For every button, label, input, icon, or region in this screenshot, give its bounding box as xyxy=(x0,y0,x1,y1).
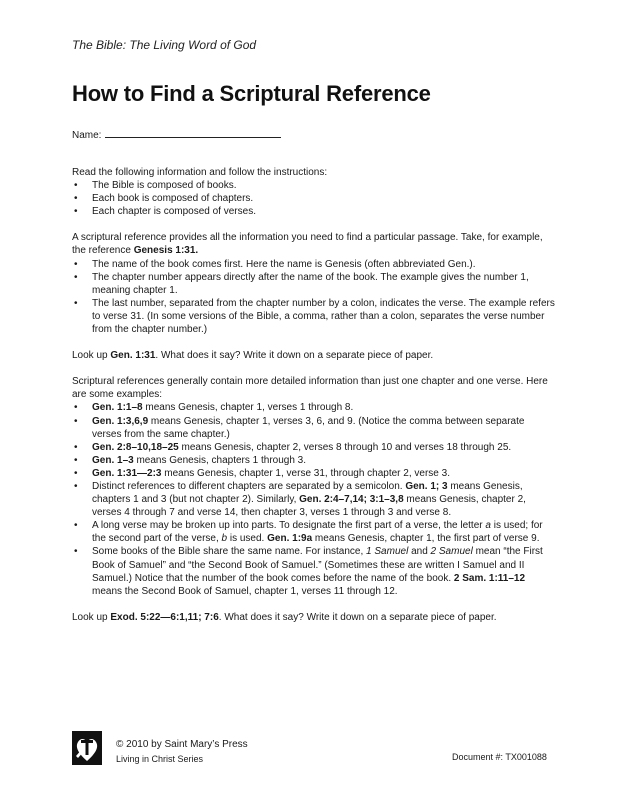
page-title: How to Find a Scriptural Reference xyxy=(72,81,431,106)
list-item: • The name of the book comes first. Here the name is Genesis (often abbreviated Gen.). xyxy=(72,258,556,271)
lookup-reference-1: Gen. 1:31 xyxy=(110,350,156,362)
list-item: • Distinct references to different chapters are separated by a semicolon. Gen. 1; 3 means Genesis, chapters 1 and 3 (but not chapter 2). Similarly, Gen. 2:4–7,14; 3:1–3,8 means Genesis, chapter 2, verses 4 through 7 and verse 14, then chapter 3, verses 1 through 3 and verse 8. xyxy=(72,480,556,519)
name-label: Name: xyxy=(72,130,102,141)
instructions-text: Read the following information and follow the instructions: xyxy=(72,167,328,178)
list-item: • Each book is composed of chapters. xyxy=(72,192,556,205)
list-item: • Gen. 1:3,6,9 means Genesis, chapter 1, verses 3, 6, and 9. (Notice the comma between separate verses from the same chapter.) xyxy=(72,415,556,441)
list-item: • Gen. 1:1–8 means Genesis, chapter 1, verses 1 through 8. xyxy=(72,401,556,414)
lookup-instruction-1: Look up Gen. 1:31. What does it say? Write it down on a separate piece of paper. xyxy=(72,350,434,362)
list-item: • Gen. 1–3 means Genesis, chapters 1 through 3. xyxy=(72,454,556,467)
example-reference: Genesis 1:31. xyxy=(133,245,199,257)
list-item: • Each chapter is composed of verses. xyxy=(72,205,556,218)
reference-list xyxy=(72,258,556,337)
list-item: • The last number, separated from the chapter number by a colon, indicates the verse. The example refers to verse 31. (In some versions of the Bible, a comma, rather than a colon, separates the verse number from the chapter number.) xyxy=(72,297,556,336)
list-item: • Gen. 2:8–10,18–25 means Genesis, chapter 2, verses 8 through 10 and verses 18 through 25. xyxy=(72,441,556,454)
list-item: • The Bible is composed of books. xyxy=(72,179,556,192)
list-item: • The chapter number appears directly after the name of the book. The example gives the number 1, meaning chapter 1. xyxy=(72,271,556,297)
name-blank-line[interactable] xyxy=(105,127,281,138)
list-item: • Some books of the Bible share the same name. For instance, 1 Samuel and 2 Samuel mean “the First Book of Samuel” and “the Second Book of Samuel.” (Sometimes these are written I Samuel and II Samuel.) Notice that the number of the book comes before the name of the book. 2 Sam. 1:11–12 means the Second Book of Samuel, chapter 1, verses 11 through 12. xyxy=(72,545,556,597)
examples-intro: Scriptural references generally contain more detailed information than just one chapter and one verse. Here are some examples: xyxy=(72,376,548,401)
footer-credits xyxy=(116,738,248,766)
document-number: Document #: TX001088 xyxy=(452,752,547,762)
publisher-logo-icon xyxy=(72,731,102,765)
lookup-reference-2: Exod. 5:22—6:1,11; 7:6 xyxy=(110,611,219,623)
name-field xyxy=(72,127,281,141)
copyright-text: © 2010 by Saint Mary’s Press xyxy=(116,739,248,750)
list-item: • A long verse may be broken up into parts. To designate the first part of a verse, the letter a is used; for the second part of the verse, b is used. Gen. 1:9a means Genesis, chapter 1, the first part of verse 9. xyxy=(72,519,556,545)
series-title: The Bible: The Living Word of God xyxy=(72,38,257,52)
reference-paragraph: A scriptural reference provides all the information you need to find a particular passage. Take, for example, the reference Genesis 1:31. xyxy=(72,232,543,257)
lookup-instruction-2: Look up Exod. 5:22—6:1,11; 7:6. What does it say? Write it down on a separate piece of paper. xyxy=(72,611,497,623)
worksheet-body xyxy=(72,166,556,624)
series-name: Living in Christ Series xyxy=(116,754,204,764)
list-item: • Gen. 1:31—2:3 means Genesis, chapter 1, verse 31, through chapter 2, verse 3. xyxy=(72,467,556,480)
intro-list xyxy=(72,179,556,218)
examples-list xyxy=(72,401,556,597)
